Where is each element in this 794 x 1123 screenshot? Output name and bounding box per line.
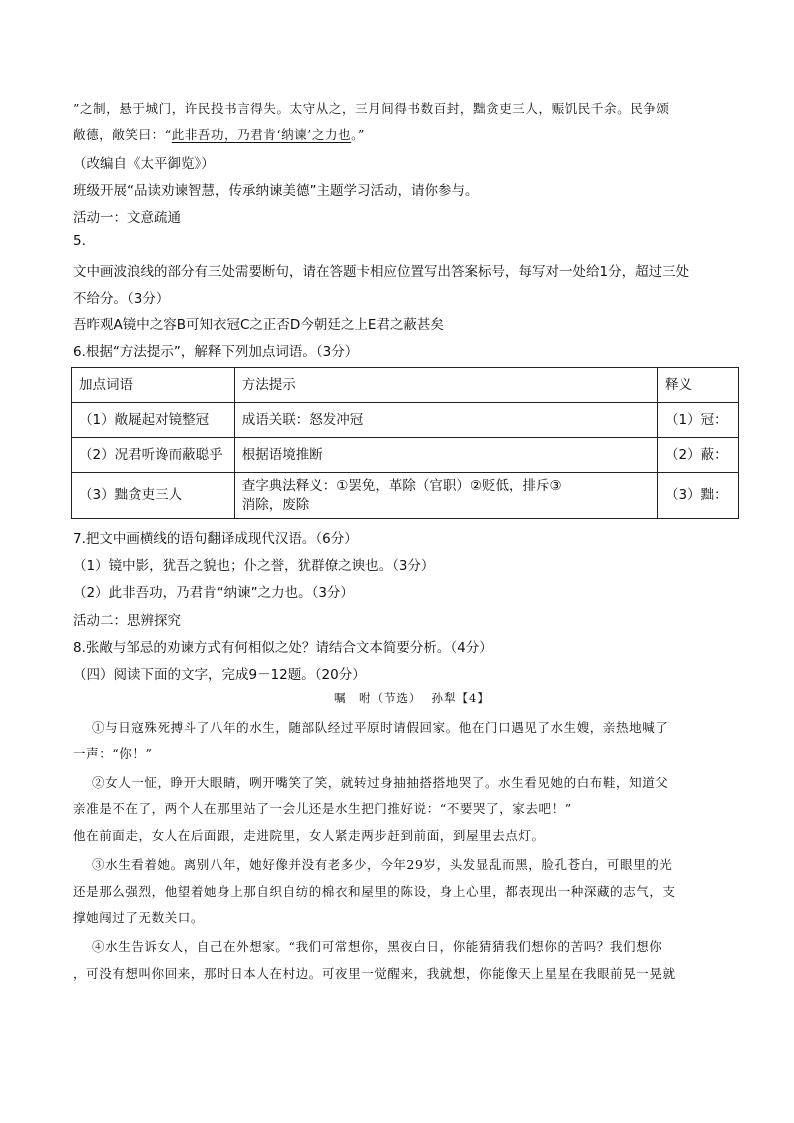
activity-1-heading: 活动一：文意疏通 xyxy=(73,210,181,226)
q6-header-answer: 释义 xyxy=(658,368,739,403)
q7-sentence-1: （1）镜中影，犹吾之貌也；仆之誉，犹群僚之谀也。（3分） xyxy=(73,558,435,574)
story-paragraph-3-line-3: 撑她闯过了无数关口。 xyxy=(73,910,205,925)
story-paragraph-3-line-1: ③水生看着她。离别八年，她好像并没有老多少，今年29岁，头发显乱而黑，脸孔苍白，可眼里的光 xyxy=(92,857,673,872)
story-paragraph-2-line-1: ②女人一怔，睁开大眼睛，咧开嘴笑了笑，就转过身抽抽搭搭地哭了。水生看见她的白布鞋，知道父 xyxy=(92,775,669,790)
q8-question: 8.张敞与邹忌的劝谏方式有何相似之处？请结合文本简要分析。（4分） xyxy=(73,640,493,656)
passage-line-2-start: 敞德，敞笑曰：“ xyxy=(73,127,172,142)
story-paragraph-4-line-1: ④水生告诉女人，自己在外想家。“我们可常想你，黑夜白日，你能猜猜我们想你的苦吗？我们想你 xyxy=(92,939,663,954)
q6-row-word: （3）黜贪吏三人 xyxy=(72,473,235,519)
story-title-line xyxy=(334,690,490,706)
q5-sentence: 吾昨观A镜中之容B可知衣冠C之正否D今朝廷之上E君之蔽甚矣 xyxy=(73,317,444,333)
q6-table xyxy=(71,367,739,519)
story-paragraph-2-line-3: 他在前面走，女人在后面跟，走进院里，女人紧走两步赶到前面，到屋里去点灯。 xyxy=(73,828,545,843)
q5-text-line-2: 不给分。（3分） xyxy=(73,291,170,307)
story-paragraph-1-line-2: 一声：“你！” xyxy=(73,746,153,761)
q6-header-word: 加点词语 xyxy=(72,368,235,403)
q6-row-answer: （1）冠： xyxy=(658,403,739,438)
section-4-heading: （四）阅读下面的文字，完成9－12题。（20分） xyxy=(73,667,366,683)
q6-row-hint xyxy=(234,473,657,519)
q6-row xyxy=(72,438,739,473)
story-note-marker: 【4】 xyxy=(456,691,490,705)
passage-line-1: ”之制，悬于城门，许民投书言得失。太守从之，三月间得书数百封，黜贪吏三人，赈饥民千余。民争颂 xyxy=(73,101,670,116)
q6-table-header xyxy=(72,368,739,403)
q6-row-hint-line-2: 消除，废除 xyxy=(241,496,310,513)
q6-row-hint: 根据语境推断 xyxy=(234,438,657,473)
q7-sentence-2: （2）此非吾功，乃君肯“纳谏”之力也。（3分） xyxy=(73,585,354,601)
story-author: 孙犁 xyxy=(431,691,457,705)
passage-line-2 xyxy=(73,125,365,143)
q6-row xyxy=(72,473,739,519)
story-paragraph-2-line-2: 亲准是不在了，两个人在那里站了一会儿还是水生把门推好说：“不要哭了，家去吧！” xyxy=(73,801,572,816)
q6-row-hint: 成语关联：怒发冲冠 xyxy=(234,403,657,438)
q5-text-line-1: 文中画波浪线的部分有三处需要断句，请在答题卡相应位置写出答案标号，每写对一处给1分，超过三处 xyxy=(73,264,690,280)
q6-title: 6.根据“方法提示”，解释下列加点词语。（3分） xyxy=(73,344,359,360)
q6-row-word: （1）敞屣起对镜整冠 xyxy=(72,403,235,438)
q7-title: 7.把文中画横线的语句翻译成现代汉语。（6分） xyxy=(73,531,358,547)
story-paragraph-4-line-2: ，可没有想叫你回来，那时日本人在村边。可夜里一觉醒来，我就想，你能像天上星星在我眼前晃一晃就 xyxy=(73,966,676,981)
activity-intro: 班级开展“品读劝谏智慧，传承纳谏美德”主题学习活动，请你参与。 xyxy=(73,183,479,199)
activity-2-heading: 活动二：思辨探究 xyxy=(73,613,181,629)
q5-number: 5. xyxy=(73,233,86,249)
passage-source: （改编自《太平御览》） xyxy=(73,156,215,172)
q6-row-hint-line-1: 查字典法释义：①罢免，革除（官职）②贬低，排斥③ xyxy=(241,477,562,494)
q6-row-answer: （3）黜： xyxy=(658,473,739,519)
story-paragraph-3-line-2: 还是那么强烈，他望着她身上那自织自纺的棉衣和屋里的陈设，身上心里，都表现出一种深藏的志气，支 xyxy=(73,884,676,899)
story-paragraph-1-line-1: ①与日寇殊死搏斗了八年的水生，随部队经过平原时请假回家。他在门口遇见了水生嫂，亲热地喊了 xyxy=(92,720,669,735)
passage-underlined-sentence: 此非吾功，乃君肯‘纳谏’之力也 xyxy=(171,127,352,142)
q6-row-answer: （2）蔽： xyxy=(658,438,739,473)
q6-header-hint: 方法提示 xyxy=(234,368,657,403)
story-title: 嘱 咐（节选） xyxy=(334,691,422,705)
q6-row-word: （2）况君听谗而蔽聪乎 xyxy=(72,438,235,473)
q6-row xyxy=(72,403,739,438)
passage-line-2-end: 。” xyxy=(351,127,365,142)
